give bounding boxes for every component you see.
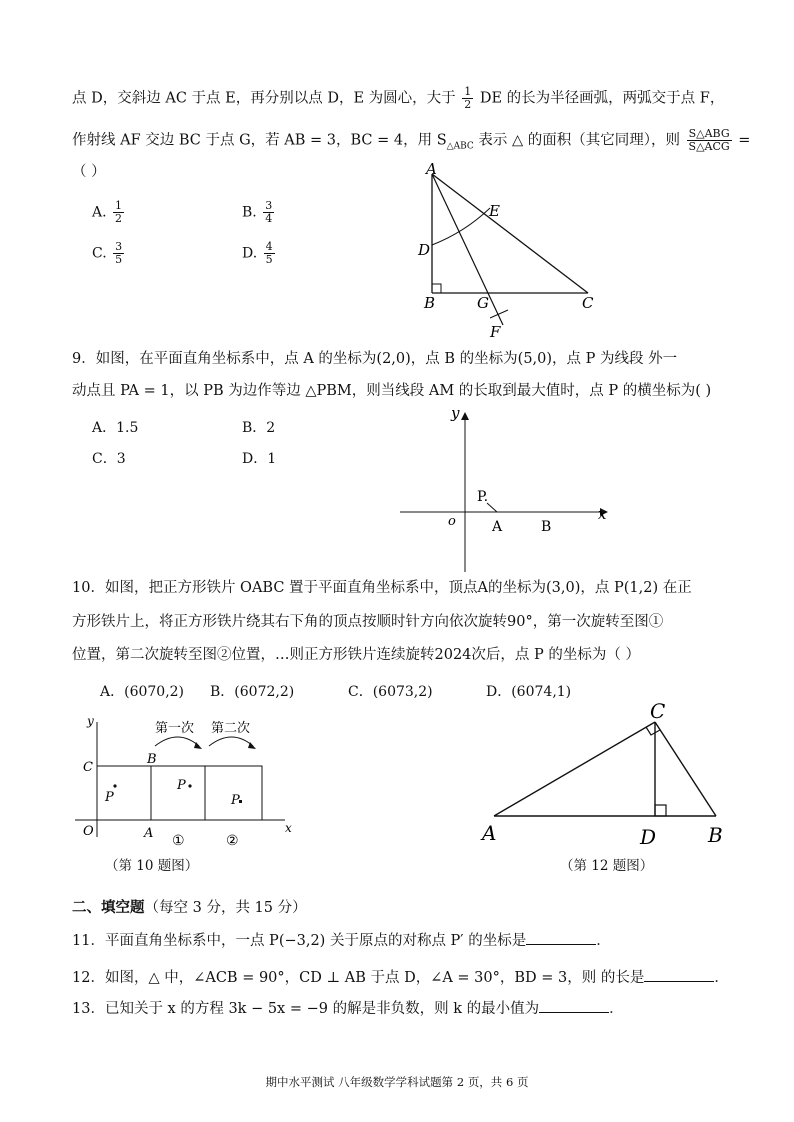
- segment-ac: [494, 722, 655, 816]
- right-angle-b: [432, 284, 441, 293]
- label-circle-2: ②: [226, 833, 239, 849]
- segment-cb: [655, 722, 716, 816]
- ray-af: [432, 174, 503, 325]
- option-den: 5: [265, 253, 273, 266]
- label-a: A: [144, 826, 154, 841]
- q9-coordinate-figure: [395, 402, 615, 580]
- q9-line2: 动点且 PA = 1，以 PB 为边作等边 △PBM，则当线段 AM 的长取到最大值时，点 P 的横坐标为( ): [72, 383, 712, 399]
- label-a: A: [492, 519, 503, 535]
- half-den: 2: [464, 98, 472, 111]
- y-axis-arrow: [461, 412, 469, 420]
- label-circle-1: ①: [172, 833, 185, 849]
- ratio-den: S△ACG: [688, 140, 730, 153]
- label-second: 第二次: [211, 721, 251, 736]
- label-c: C: [650, 699, 666, 723]
- q8-answer-paren: （ ）: [72, 164, 106, 180]
- q8-line1-part-b: DE 的长为半径画弧，两弧交于点 F，: [479, 90, 725, 107]
- ratio-num: S△ABG: [688, 127, 730, 140]
- segment-pa: [487, 503, 497, 512]
- label-b: B: [708, 823, 723, 847]
- right-angle-c: [646, 727, 660, 735]
- option-label: D.: [242, 245, 258, 262]
- label-e: E: [489, 202, 500, 220]
- label-y: y: [87, 714, 94, 728]
- label-b: B: [541, 519, 552, 535]
- section2-heading: [72, 898, 307, 918]
- label-p3: P: [231, 793, 240, 808]
- q8-line1-part-a: 点 D，交斜边 AC 于点 E，再分别以点 D，E 为圆心，大于: [72, 90, 456, 107]
- label-a: A: [482, 821, 497, 845]
- q12-caption: （第 12 题图）: [560, 858, 654, 874]
- label-x: x: [598, 505, 607, 523]
- label-b: B: [147, 752, 157, 767]
- label-y: y: [451, 404, 460, 422]
- q8-equals: =: [738, 132, 751, 149]
- q11-end: ．: [596, 933, 611, 949]
- arc-de: [432, 208, 490, 245]
- option-label: A.: [92, 204, 107, 221]
- option-den: 5: [115, 253, 123, 266]
- q8-line2-part-b: 表示 △ 的面积（其它同理），则: [473, 132, 680, 149]
- option-num: 3: [115, 240, 123, 253]
- q8-triangle-figure: [410, 160, 610, 340]
- q8-line2-sub: △ABC: [446, 141, 474, 152]
- q9-option-d: D．1: [242, 451, 277, 467]
- option-label: C.: [92, 245, 107, 262]
- label-first: 第一次: [155, 721, 195, 736]
- label-x: x: [285, 821, 292, 835]
- q8-option-a: [92, 200, 126, 225]
- q10-rotation-figure: [75, 712, 305, 852]
- option-den: 4: [265, 212, 273, 225]
- page-footer: 期中水平测试 八年级数学学科试题第 2 页，共 6 页: [265, 1075, 529, 1089]
- q10-line1: 10．如图，把正方形铁片 OABC 置于平面直角坐标系中，顶点A的坐标为(3,0)，点 P(1,2) 在正: [72, 580, 692, 596]
- q10-option-c: C．(6073,2): [348, 684, 433, 700]
- label-g: G: [477, 294, 489, 312]
- q13-answer-blank[interactable]: [539, 998, 609, 1013]
- q11-text: 11．平面直角坐标系中，一点 P(−3,2) 关于原点的对称点 P′ 的坐标是: [72, 933, 527, 949]
- label-f: F: [490, 323, 501, 340]
- label-d: D: [418, 241, 431, 259]
- label-d: D: [640, 825, 657, 849]
- q10-option-d: D．(6074,1): [486, 684, 572, 700]
- q10-caption: （第 10 题图）: [105, 858, 199, 874]
- q13-end: ．: [609, 1001, 624, 1017]
- point-p: [113, 784, 116, 787]
- arrow-first: [155, 737, 199, 746]
- q12: [72, 967, 729, 988]
- q10-option-a: A．(6070,2): [100, 684, 185, 700]
- option-num: 1: [115, 199, 123, 212]
- q8-line2-part-a: 作射线 AF 交边 BC 于点 G，若 AB = 3，BC = 4，用 S: [72, 132, 447, 149]
- option-den: 2: [115, 212, 123, 225]
- q9-option-a: A．1.5: [92, 420, 139, 436]
- q10-line3: 位置，第二次旋转至图②位置，…则正方形铁片连续旋转2024次后，点 P 的坐标为（ ）: [72, 647, 640, 663]
- q13-text: 13．已知关于 x 的方程 3k − 5x = −9 的解是非负数，则 k 的最小值为: [72, 1001, 540, 1017]
- q8-half-fraction: [462, 86, 473, 111]
- label-c: C: [582, 294, 594, 312]
- label-o: O: [83, 824, 94, 839]
- arrow-second: [209, 737, 253, 746]
- q12-answer-blank[interactable]: [644, 967, 714, 982]
- q12-triangle-figure: [480, 698, 730, 850]
- label-p: P.: [477, 489, 489, 505]
- q11-answer-blank[interactable]: [526, 930, 596, 945]
- label-a: A: [426, 160, 437, 178]
- q13: [72, 998, 624, 1019]
- q12-end: ．: [714, 970, 729, 986]
- label-p2: P: [177, 778, 186, 793]
- q8-ratio-fraction: [687, 128, 732, 153]
- right-angle-d: [655, 805, 666, 816]
- half-num: 1: [464, 85, 472, 98]
- label-b: B: [424, 294, 436, 312]
- q10-line2: 方形铁片上，将正方形铁片绕其右下角的顶点按顺时针方向依次旋转90°，第一次旋转至图①: [72, 614, 664, 630]
- section2-note: （每空 3 分，共 15 分）: [144, 900, 307, 916]
- q9-option-b: B．2: [242, 420, 276, 436]
- q11: [72, 930, 611, 951]
- q8-option-c: [92, 241, 126, 266]
- q8-line2: [72, 128, 750, 156]
- q10-option-b: B．(6072,2): [210, 684, 295, 700]
- section2-title: 二、填空题: [72, 900, 145, 916]
- square-position-1: [151, 766, 205, 820]
- label-p: P: [105, 790, 114, 805]
- point-p2: [188, 784, 191, 787]
- label-c: C: [83, 760, 93, 775]
- option-label: B.: [242, 204, 257, 221]
- option-num: 4: [265, 240, 273, 253]
- q8-option-d: [242, 241, 277, 266]
- q9-line1: 9．如图，在平面直角坐标系中，点 A 的坐标为(2,0)，点 B 的坐标为(5,0)，点 P 为线段 外一: [72, 351, 678, 367]
- q8-line1: [72, 86, 724, 111]
- q9-option-c: C．3: [92, 451, 126, 467]
- q12-text: 12．如图，△ 中，∠ACB = 90°，CD ⊥ AB 于点 D，∠A = 30°，BD = 3，则 的长是: [72, 970, 645, 986]
- q8-option-b: [242, 200, 276, 225]
- label-o: o: [448, 514, 456, 529]
- option-num: 3: [265, 199, 273, 212]
